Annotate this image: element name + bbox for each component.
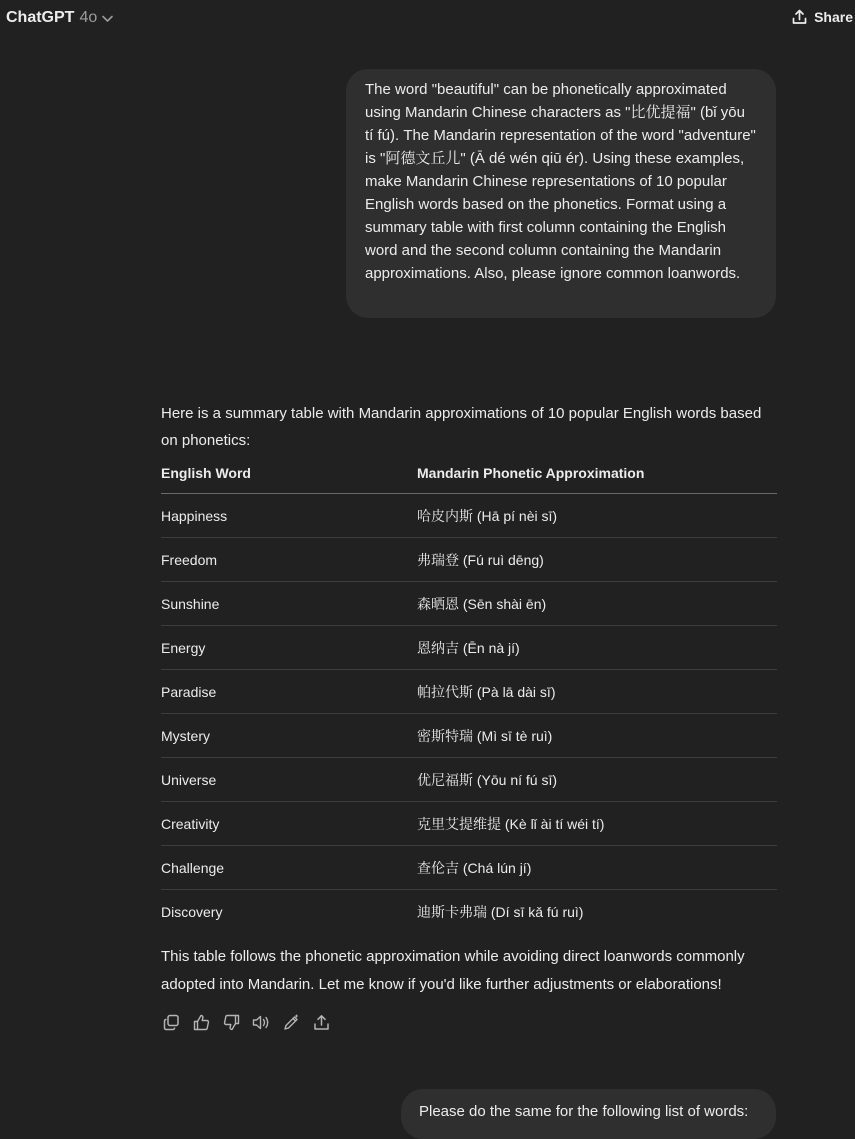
mandarin-cell: 优尼福斯 (Yōu ní fú sī) (417, 758, 777, 802)
table-row (161, 538, 777, 582)
share-label: Share (814, 9, 853, 25)
copy-button[interactable] (162, 1013, 180, 1031)
user-message-text: The word "beautiful" can be phonetically approximated using Mandarin Chinese characters as "比优提福" (bǐ yōu tí fú). The Mandarin representation of the word "adventure" is "阿德文丘儿" (Ā dé wén qiū ér). Using these examples, make Mandarin Chinese representations of 10 popular English words based on the phonetics. Format using a summary table with first column containing the English word and the second column containing the Mandarin approximations. Also, please ignore common loanwords. (365, 81, 756, 282)
english-word-cell: Universe (161, 758, 417, 802)
share-button[interactable] (792, 9, 853, 25)
table-row (161, 758, 777, 802)
edit-icon (283, 1014, 300, 1031)
table-row (161, 846, 777, 890)
mandarin-cell: 森晒恩 (Sēn shài ēn) (417, 582, 777, 626)
chevron-down-icon (102, 15, 113, 23)
english-word-cell: Energy (161, 626, 417, 670)
model-name: ChatGPT (6, 9, 75, 26)
read-aloud-button[interactable] (252, 1013, 270, 1031)
english-word-cell: Challenge (161, 846, 417, 890)
english-word-cell: Sunshine (161, 582, 417, 626)
good-response-button[interactable] (192, 1013, 210, 1031)
assistant-intro-text: Here is a summary table with Mandarin approximations of 10 popular English words based on phonetics: (161, 405, 762, 449)
column-header-mandarin: Mandarin Phonetic Approximation (417, 463, 777, 494)
share-response-button[interactable] (312, 1013, 330, 1031)
user-message-bubble (346, 69, 776, 318)
top-bar (0, 0, 855, 38)
mandarin-cell: 迪斯卡弗瑞 (Dí sī kǎ fú ruì) (417, 903, 584, 920)
mandarin-cell: 弗瑞登 (Fú ruì dēng) (417, 538, 777, 582)
table-row (161, 670, 777, 714)
column-header-english-word: English Word (161, 463, 417, 494)
bad-response-button[interactable] (222, 1013, 240, 1031)
thumbs-down-icon (223, 1014, 240, 1031)
english-word-cell: Creativity (161, 802, 417, 846)
share-icon (792, 9, 807, 25)
table-row (161, 802, 777, 846)
english-word-cell: Paradise (161, 670, 417, 714)
english-word-cell: Freedom (161, 538, 417, 582)
edit-response-button[interactable] (282, 1013, 300, 1031)
mandarin-cell: 查伦吉 (Chá lún jí) (417, 846, 777, 890)
english-word-cell: Discovery (161, 903, 223, 920)
copy-icon (163, 1014, 180, 1031)
share-icon (313, 1014, 330, 1031)
user-message-bubble (401, 1089, 776, 1139)
assistant-message (161, 400, 777, 1031)
user-message-text: Please do the same for the following list of words: (419, 1103, 749, 1120)
mandarin-cell: 密斯特瑞 (Mì sī tè ruì) (417, 714, 777, 758)
model-version: 4o (79, 9, 98, 26)
table-row (161, 582, 777, 626)
mandarin-cell: 帕拉代斯 (Pà lā dài sī) (417, 670, 777, 714)
english-word-cell: Mystery (161, 714, 417, 758)
message-actions (162, 1013, 777, 1031)
thumbs-up-icon (193, 1014, 210, 1031)
table-row (161, 494, 777, 538)
table-header-row (161, 463, 777, 494)
table-row (161, 890, 777, 934)
table-row (161, 626, 777, 670)
model-selector[interactable] (6, 9, 113, 27)
mandarin-cell: 克里艾提维提 (Kè lǐ ài tí wéi tí) (417, 802, 777, 846)
read-aloud-icon (252, 1014, 270, 1031)
english-word-cell: Happiness (161, 494, 417, 538)
table-row (161, 714, 777, 758)
assistant-outro-text: This table follows the phonetic approximation while avoiding direct loanwords commonly adopted into Mandarin. Let me know if you'd like further adjustments or elaborations! (161, 948, 745, 993)
mandarin-cell: 哈皮内斯 (Hā pí nèi sī) (417, 494, 777, 538)
mandarin-cell: 恩纳吉 (Ēn nà jí) (417, 626, 777, 670)
summary-table (161, 463, 777, 933)
